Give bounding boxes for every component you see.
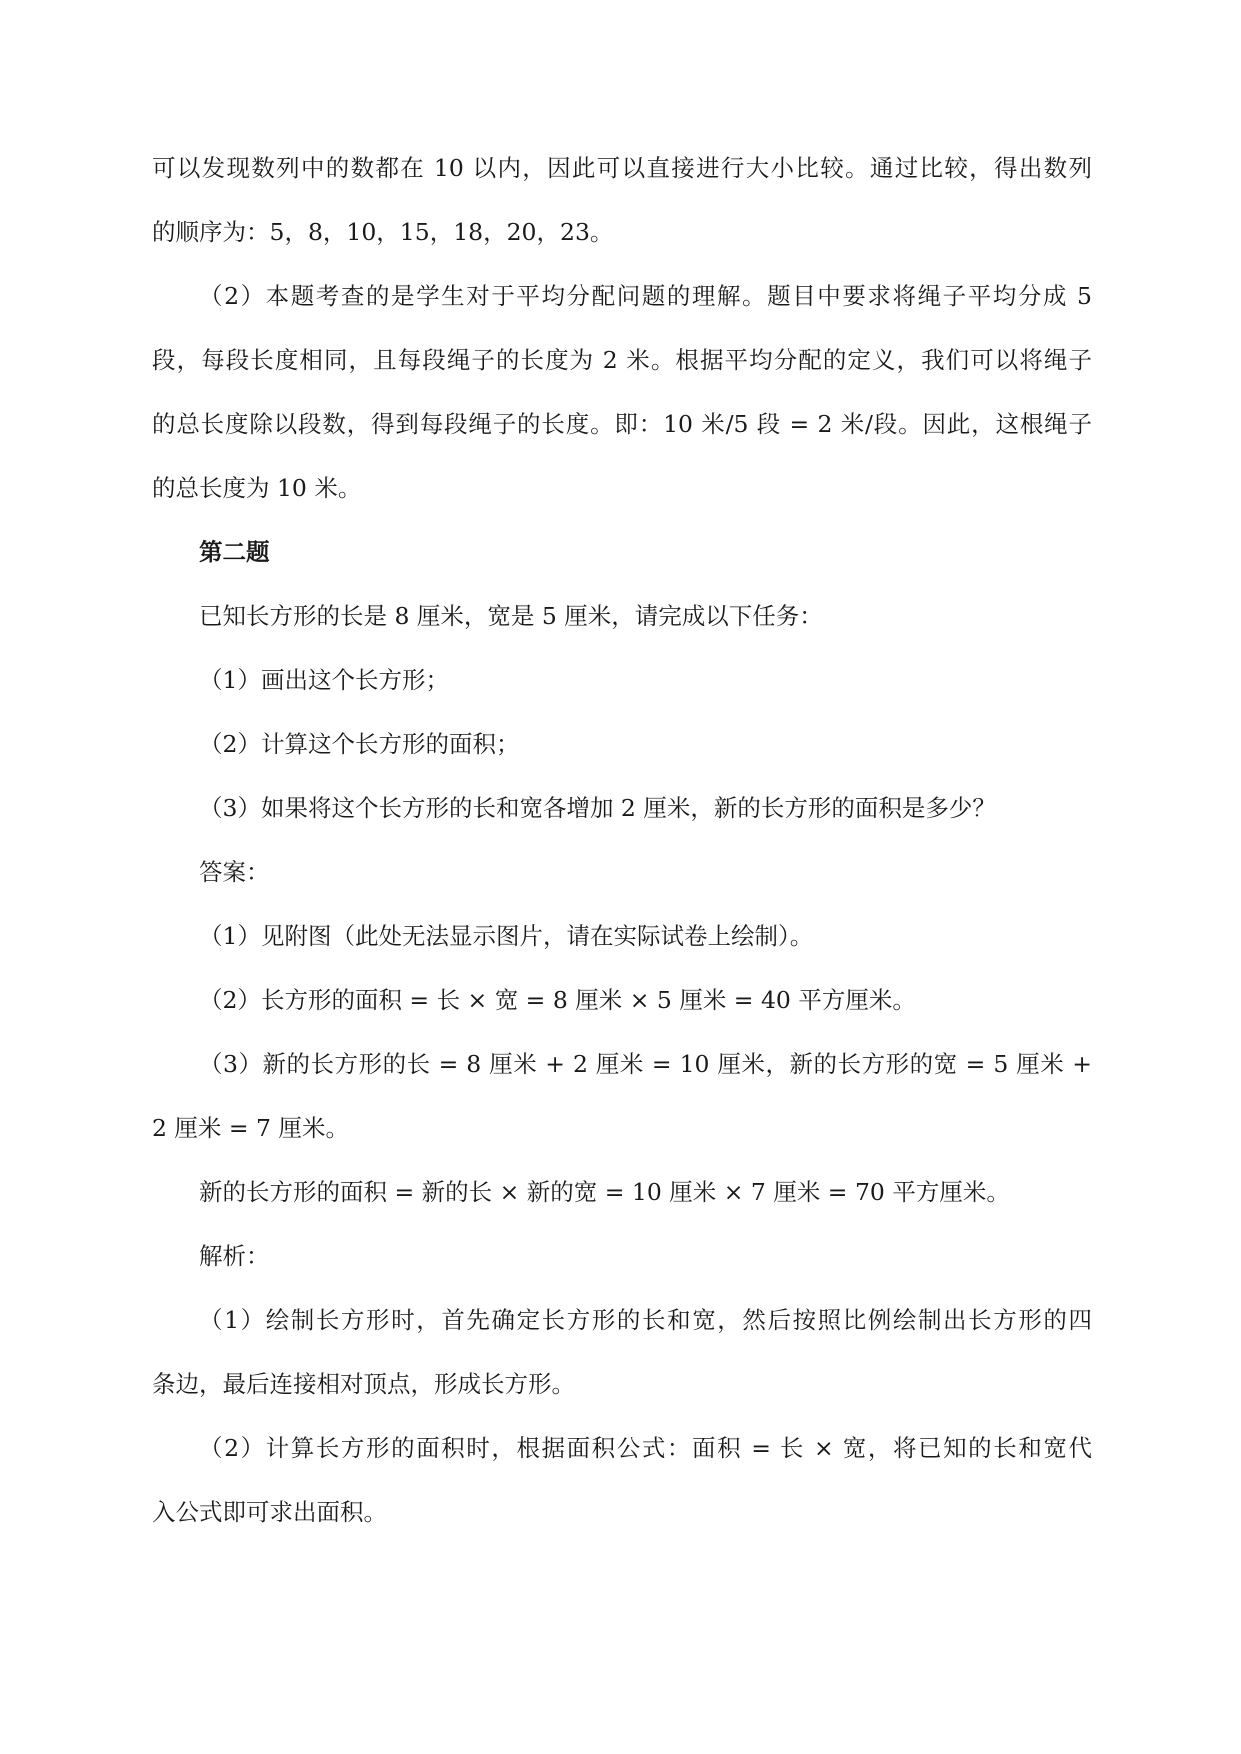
text-line: 新的长方形的面积 = 新的长 × 新的宽 = 10 厘米 × 7 厘米 = 70 平方厘米。 [199, 1178, 1010, 1206]
text-line: 的顺序为：5，8，10，15，18，20，23。 [152, 218, 614, 246]
text-line: （1）画出这个长方形； [199, 666, 449, 694]
text-line: 的总长度除以段数，得到每段绳子的长度。即：10 米/5 段 = 2 米/段。因此，这根绳子 [152, 410, 1092, 438]
text-line: （2）计算长方形的面积时，根据面积公式：面积 = 长 × 宽，将已知的长和宽代 [199, 1434, 1092, 1462]
text-line: （2）本题考查的是学生对于平均分配问题的理解。题目中要求将绳子平均分成 5 [199, 282, 1092, 310]
text-line: 条边，最后连接相对顶点，形成长方形。 [152, 1370, 575, 1398]
text-line: 答案： [199, 858, 270, 886]
text-line: 已知长方形的长是 8 厘米，宽是 5 厘米，请完成以下任务： [199, 602, 823, 630]
text-line: 2 厘米 = 7 厘米。 [152, 1114, 349, 1142]
text-line: （3）如果将这个长方形的长和宽各增加 2 厘米，新的长方形的面积是多少？ [199, 794, 996, 822]
text-line: （2）长方形的面积 = 长 × 宽 = 8 厘米 × 5 厘米 = 40 平方厘米。 [199, 986, 916, 1014]
section-heading: 第二题 [199, 538, 270, 566]
text-line: 解析： [199, 1242, 270, 1270]
text-line: 的总长度为 10 米。 [152, 474, 362, 502]
text-line: 段，每段长度相同，且每段绳子的长度为 2 米。根据平均分配的定义，我们可以将绳子 [152, 346, 1092, 374]
text-line: 可以发现数列中的数都在 10 以内，因此可以直接进行大小比较。通过比较，得出数列 [152, 154, 1092, 182]
text-line: （1）绘制长方形时，首先确定长方形的长和宽，然后按照比例绘制出长方形的四 [199, 1306, 1092, 1334]
text-line: （1）见附图（此处无法显示图片，请在实际试卷上绘制）。 [199, 922, 814, 950]
text-line: （3）新的长方形的长 = 8 厘米 + 2 厘米 = 10 厘米，新的长方形的宽 = 5 厘米 + [199, 1050, 1092, 1078]
text-line: （2）计算这个长方形的面积； [199, 730, 520, 758]
text-line: 入公式即可求出面积。 [152, 1498, 387, 1526]
